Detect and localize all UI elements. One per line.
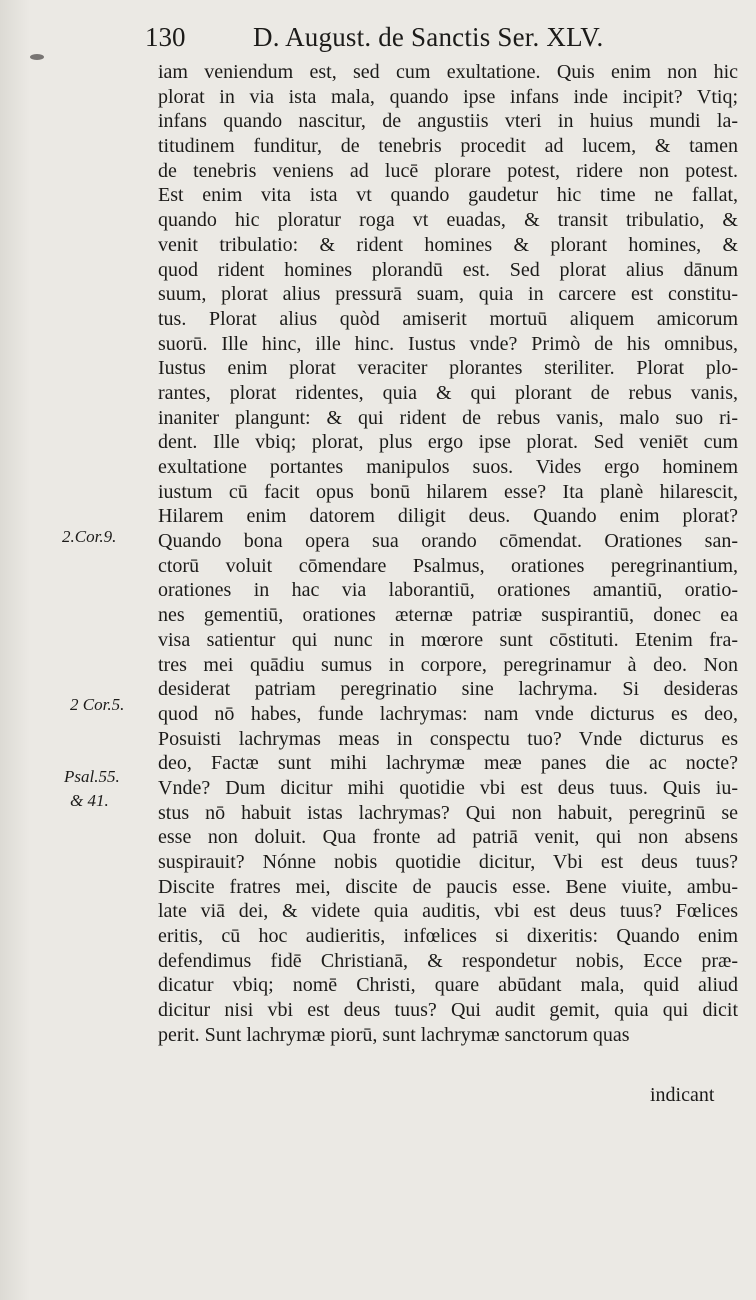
text-line: orationes in hac via laborantiū, orationes amantiū, oratio-	[158, 579, 738, 602]
text-line: quod rident homines plorandū est. Sed plorat alius dānum	[158, 258, 738, 281]
text-line: Quando bona opera sua orando cōmendat. Orationes san-	[158, 530, 738, 553]
text-line: iustum cū facit opus bonū hilarem esse? Ita planè hilarescit,	[158, 480, 738, 503]
text-line: suspirauit? Nónne nobis quotidie dicitur, Vbi est deus tuus?	[158, 851, 738, 873]
text-line: tres mei quādiu sumus in corpore, peregrinamur à deo. Non	[158, 653, 738, 676]
text-line: perit. Sunt lachrymæ piorū, sunt lachrymæ sanctorum quas	[158, 1023, 630, 1046]
text-line: inaniter plangunt: & qui rident de rebus vanis, malo suo ri-	[158, 406, 738, 429]
ink-blot	[30, 54, 44, 60]
running-title: D. August. de Sanctis Ser. XLV.	[253, 22, 604, 52]
text-line: Vnde? Dum dicitur mihi quotidie vbi est deus tuus. Quis iu-	[158, 776, 738, 799]
text-line: defendimus fidē Christianā, & respondetur nobis, Ecce præ-	[158, 949, 738, 972]
text-line: Posuisti lachrymas meas in conspectu tuo? Vnde dicturus es	[158, 727, 738, 750]
text-line: Hilarem enim datorem diligit deus. Quando enim plorat?	[158, 505, 738, 528]
text-line: visa satientur qui nunc in mœrore sunt cōstituti. Etenim fra-	[158, 628, 738, 651]
text-line: deo, Factæ sunt mihi lachrymæ meæ panes die ac nocte?	[158, 752, 738, 775]
page-number: 130	[145, 22, 186, 52]
text-line: late viā dei, & videte quia auditis, vbi est deus tuus? Fœlices	[158, 900, 738, 923]
body-text	[158, 60, 738, 1048]
text-line: dicatur vbiq; nomē Christi, quare abūdant mala, quid aliud	[158, 974, 738, 997]
text-line: iam veniendum est, sed cum exultatione. Quis enim non hic	[158, 61, 738, 83]
text-line: titudinem funditur, de tenebris procedit ad lucem, & tamen	[158, 135, 738, 158]
text-line: esse non doluit. Qua fronte ad patriā venit, qui non absens	[158, 826, 738, 849]
text-line: rantes, plorat ridentes, quia & qui plorant de rebus vanis,	[158, 381, 738, 404]
text-line: desiderat patriam peregrinatio sine lachryma. Si desideras	[158, 678, 738, 701]
catchword: indicant	[650, 1084, 715, 1106]
text-line: eritis, cū hoc audieritis, infœlices si dixeritis: Quando enim	[158, 925, 738, 948]
text-line: stus nō habuit istas lachrymas? Qui non habuit, peregrinū se	[158, 801, 738, 824]
text-line: Iustus enim plorat veraciter plorantes steriliter. Plorat plo-	[158, 357, 738, 380]
text-line: infans quando nascitur, de angustiis vteri in huius mundi la-	[158, 110, 738, 133]
text-line: de tenebris veniens ad lucē plorare potest, ridere non potest.	[158, 159, 738, 182]
text-line: venit tribulatio: & rident homines & plorant homines, &	[158, 233, 738, 256]
text-line: Discite fratres mei, discite de paucis esse. Bene viuite, ambu-	[158, 875, 738, 898]
page-header	[145, 20, 745, 54]
margin-note-reference: & 41.	[70, 791, 109, 810]
text-line: tus. Plorat alius quòd amiserit mortuū aliquem amicorum	[158, 307, 738, 330]
text-line: nes gementiū, orationes æternæ patriæ suspirantiū, donec ea	[158, 604, 738, 627]
margin-note-reference: Psal.55.	[64, 767, 120, 786]
text-line: quando hic ploratur roga vt euadas, & transit tribulatio, &	[158, 209, 738, 232]
text-line: dicitur nisi vbi est deus tuus? Qui audit gemit, quia qui dicit	[158, 999, 738, 1022]
text-line: suum, plorat alius pressurā suam, quia in carcere est constitu-	[158, 283, 738, 306]
text-line: quod nō habes, funde lachrymas: nam vnde dicturus es deo,	[158, 702, 738, 725]
margin-note-reference: 2 Cor.5.	[70, 695, 125, 714]
text-line: dent. Ille vbiq; plorat, plus ergo ipse plorat. Sed veniēt cum	[158, 431, 738, 454]
text-line: exultatione portantes manipulos suos. Vides ergo hominem	[158, 456, 738, 478]
text-line: plorat in via ista mala, quando ipse infans inde incipit? Vtiq;	[158, 85, 738, 108]
text-line: suorū. Ille hinc, ille hinc. Iustus vnde? Primò de his omnibus,	[158, 332, 738, 355]
margin-note-reference: 2.Cor.9.	[62, 527, 117, 546]
text-line: ctorū voluit cōmendare Psalmus, orationes peregrinantium,	[158, 554, 738, 577]
text-line: Est enim vita ista vt quando gaudetur hic time ne fallat,	[158, 184, 738, 207]
